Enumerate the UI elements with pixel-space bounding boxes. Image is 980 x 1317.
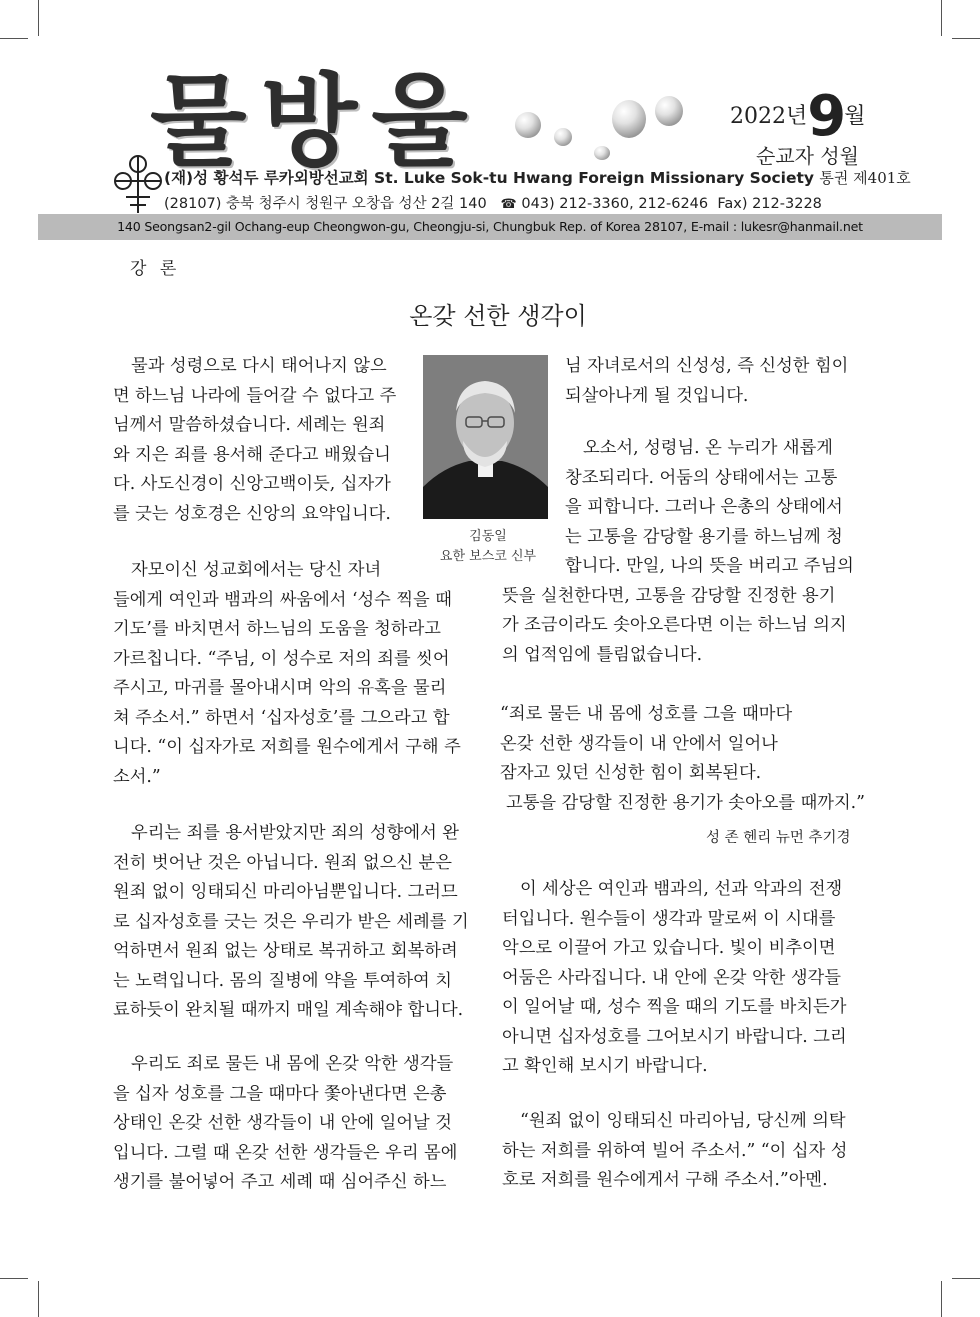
text-line: 억하면서 원죄 없는 상태로 복귀하고 회복하려: [113, 941, 458, 961]
crop-mark: [952, 1278, 980, 1279]
text-line: 로 십자성호를 긋는 것은 우리가 받은 세례를 기: [113, 911, 469, 932]
text-line: 을 피합니다. 그러나 은총의 상태에서: [565, 497, 843, 517]
text-line: 면 하느님 나라에 들어갈 수 없다고 주: [113, 385, 397, 406]
text-line: 뜻을 실천한다면, 고통을 감당할 진정한 용기: [502, 585, 836, 606]
crop-mark: [0, 38, 28, 39]
text-line: 는 고통을 감당할 용기를 하느님께 청: [565, 526, 843, 547]
organization-name: (재)성 황석두 루카외방선교회 St. Luke Sok-tu Hwang Foreign Missionary Society: [164, 169, 815, 187]
section-label: 강 론: [130, 259, 181, 279]
quote-line: 고통을 감당할 진정한 용기가 솟아오를 때까지.”: [506, 792, 865, 813]
article-paragraph: [502, 1107, 847, 1196]
text-line: 을 십자 성호를 그을 때마다 쫓아낸다면 은총: [113, 1083, 447, 1104]
text-line: 료하듯이 완치될 때까지 매일 계속해야 합니다.: [113, 1000, 464, 1020]
crop-mark: [38, 1281, 39, 1317]
article-paragraph: [502, 434, 854, 670]
text-line: 주시고, 마귀를 몰아내시며 악의 유혹을 물리: [113, 678, 447, 698]
photo-caption-name: 김동일: [469, 529, 507, 544]
organization-line: [164, 166, 911, 188]
text-line: 다. 사도신경이 신앙고백이듯, 십자가: [113, 474, 391, 494]
issue-number: 통권 제401호: [819, 169, 911, 187]
crop-mark: [0, 1278, 28, 1279]
address-english-bar: 140 Seongsan2-gil Ochang-eup Cheongwon-gu, Cheongju-si, Chungbuk Rep. of Korea 28107, E-mail : lukesr@hanmail.net: [38, 214, 942, 240]
quote-line: 잠자고 있던 신성한 힘이 회복된다.: [500, 763, 762, 783]
water-drop-icon: [655, 96, 683, 126]
text-line: 호로 저희를 원수에게서 구해 주소서.”아멘.: [502, 1170, 828, 1190]
text-line: 쳐 주소서.” 하면서 ‘십자성호’를 그으라고 합: [113, 707, 450, 728]
crop-mark: [941, 0, 942, 36]
quote-line: 온갖 선한 생각들이 내 안에서 일어나: [500, 733, 778, 754]
crop-mark: [941, 1281, 942, 1317]
text-line: 의 업적임에 틀림없습니다.: [502, 644, 703, 665]
quote-attribution: 성 존 헨리 뉴먼 추기경: [706, 830, 851, 846]
text-line: 우리도 죄로 물든 내 몸에 온갖 악한 생각들: [131, 1054, 454, 1074]
text-line: 기도’를 바치면서 하느님의 도움을 청하라고: [113, 619, 441, 639]
text-line: 악으로 이끌어 가고 있습니다. 빛이 비추이면: [502, 938, 836, 958]
text-line: 상태인 온갖 선한 생각들이 내 안에 일어날 것: [113, 1113, 452, 1133]
article-paragraph: [502, 875, 847, 1082]
pull-quote: [500, 700, 865, 818]
text-line: 합니다. 만일, 나의 뜻을 버리고 주님의: [565, 556, 854, 576]
text-line: 가 조금이라도 솟아오른다면 이는 하느님 의지: [502, 615, 847, 635]
text-line: 원죄 없이 잉태되신 마리아님뿐입니다. 그러므: [113, 882, 458, 902]
text-line: 물과 성령으로 다시 태어나지 않으: [131, 356, 387, 376]
address-korean: (28107) 충북 청주시 청원구 오창읍 성산 2길 140: [164, 196, 487, 212]
text-line: 님께서 말씀하셨습니다. 세례는 원죄: [113, 415, 386, 435]
text-line: 이 세상은 여인과 뱀과의, 선과 악과의 전쟁: [520, 879, 843, 899]
quote-line: “죄로 물든 내 몸에 성호를 그을 때마다: [500, 704, 793, 724]
article-paragraph: [113, 1050, 457, 1198]
text-line: 터입니다. 원수들이 생각과 말로써 이 시대를: [502, 908, 836, 929]
text-line: 전히 벗어난 것은 아닙니다. 원죄 없으신 분은: [113, 852, 452, 873]
text-line: “원죄 없이 잉태되신 마리아님, 당신께 의탁: [520, 1111, 846, 1131]
text-line: 가르칩니다. “주님, 이 성수로 저의 죄를 씻어: [113, 648, 450, 669]
fax-number: Fax) 212-3228: [717, 196, 822, 212]
issue-month-number: 9: [807, 84, 845, 149]
article-title: 온갖 선한 생각이: [409, 302, 587, 330]
text-line: 자모이신 성교회에서는 당신 자녀: [131, 560, 382, 580]
water-drop-icon: [515, 112, 541, 138]
crop-mark: [952, 38, 980, 39]
text-line: 는 노력입니다. 몸의 질병에 약을 투여하여 치: [113, 970, 452, 991]
article-paragraph: [113, 352, 396, 529]
text-line: 오소서, 성령님. 온 누리가 새롭게: [583, 438, 833, 458]
issue-year: 2022년: [730, 104, 808, 129]
article-paragraph: [113, 819, 469, 1026]
phone-icon: ☎: [500, 197, 517, 212]
newsletter-title: 물방울: [150, 63, 482, 180]
text-line: 입니다. 그럴 때 온갖 선한 생각들은 우리 몸에: [113, 1142, 458, 1163]
water-drop-icon: [554, 128, 572, 146]
text-line: 어둠은 사라집니다. 내 안에 온갖 악한 생각들: [502, 967, 841, 988]
text-line: 아니면 십자성호를 그어보시기 바랍니다. 그리: [502, 1026, 847, 1047]
water-drop-icon: [594, 146, 610, 160]
text-line: 되살아나게 될 것입니다.: [565, 385, 749, 406]
text-line: 하는 저희를 위하여 빌어 주소서.” “이 십자 성: [502, 1140, 848, 1161]
text-line: 창조되리다. 어둠의 상태에서는 고통: [565, 467, 838, 488]
text-line: 생기를 불어넣어 주고 세례 때 심어주신 하느: [113, 1172, 447, 1192]
text-line: 와 지은 죄를 용서해 준다고 배웠습니: [113, 444, 391, 465]
photo-caption-role: 요한 보스코 신부: [439, 549, 537, 564]
issue-month-suffix: 월: [844, 104, 866, 129]
text-line: 니다. “이 십자가로 저희를 원수에게서 구해 주: [113, 737, 461, 757]
cross-icon: [112, 153, 164, 215]
text-line: 이 일어날 때, 성수 찍을 때의 기도를 바치든가: [502, 997, 847, 1017]
text-line: 님 자녀로서의 신성성, 즉 신성한 힘이: [565, 356, 849, 376]
article-paragraph: [113, 556, 461, 792]
article-paragraph: [565, 352, 848, 411]
month-theme: 순교자 성월: [756, 144, 859, 168]
text-line: 를 긋는 성호경은 신앙의 요약입니다.: [113, 503, 391, 524]
text-line: 우리는 죄를 용서받았지만 죄의 성향에서 완: [131, 823, 459, 843]
phone-number: 043) 212-3360, 212-6246: [521, 196, 709, 212]
crop-mark: [38, 0, 39, 36]
water-drop-icon: [612, 100, 646, 138]
contact-line: [164, 192, 822, 213]
text-line: 들에게 여인과 뱀과의 싸움에서 ‘성수 찍을 때: [113, 589, 452, 610]
text-line: 고 확인해 보시기 바랍니다.: [502, 1056, 708, 1076]
text-line: 소서.”: [113, 766, 161, 787]
